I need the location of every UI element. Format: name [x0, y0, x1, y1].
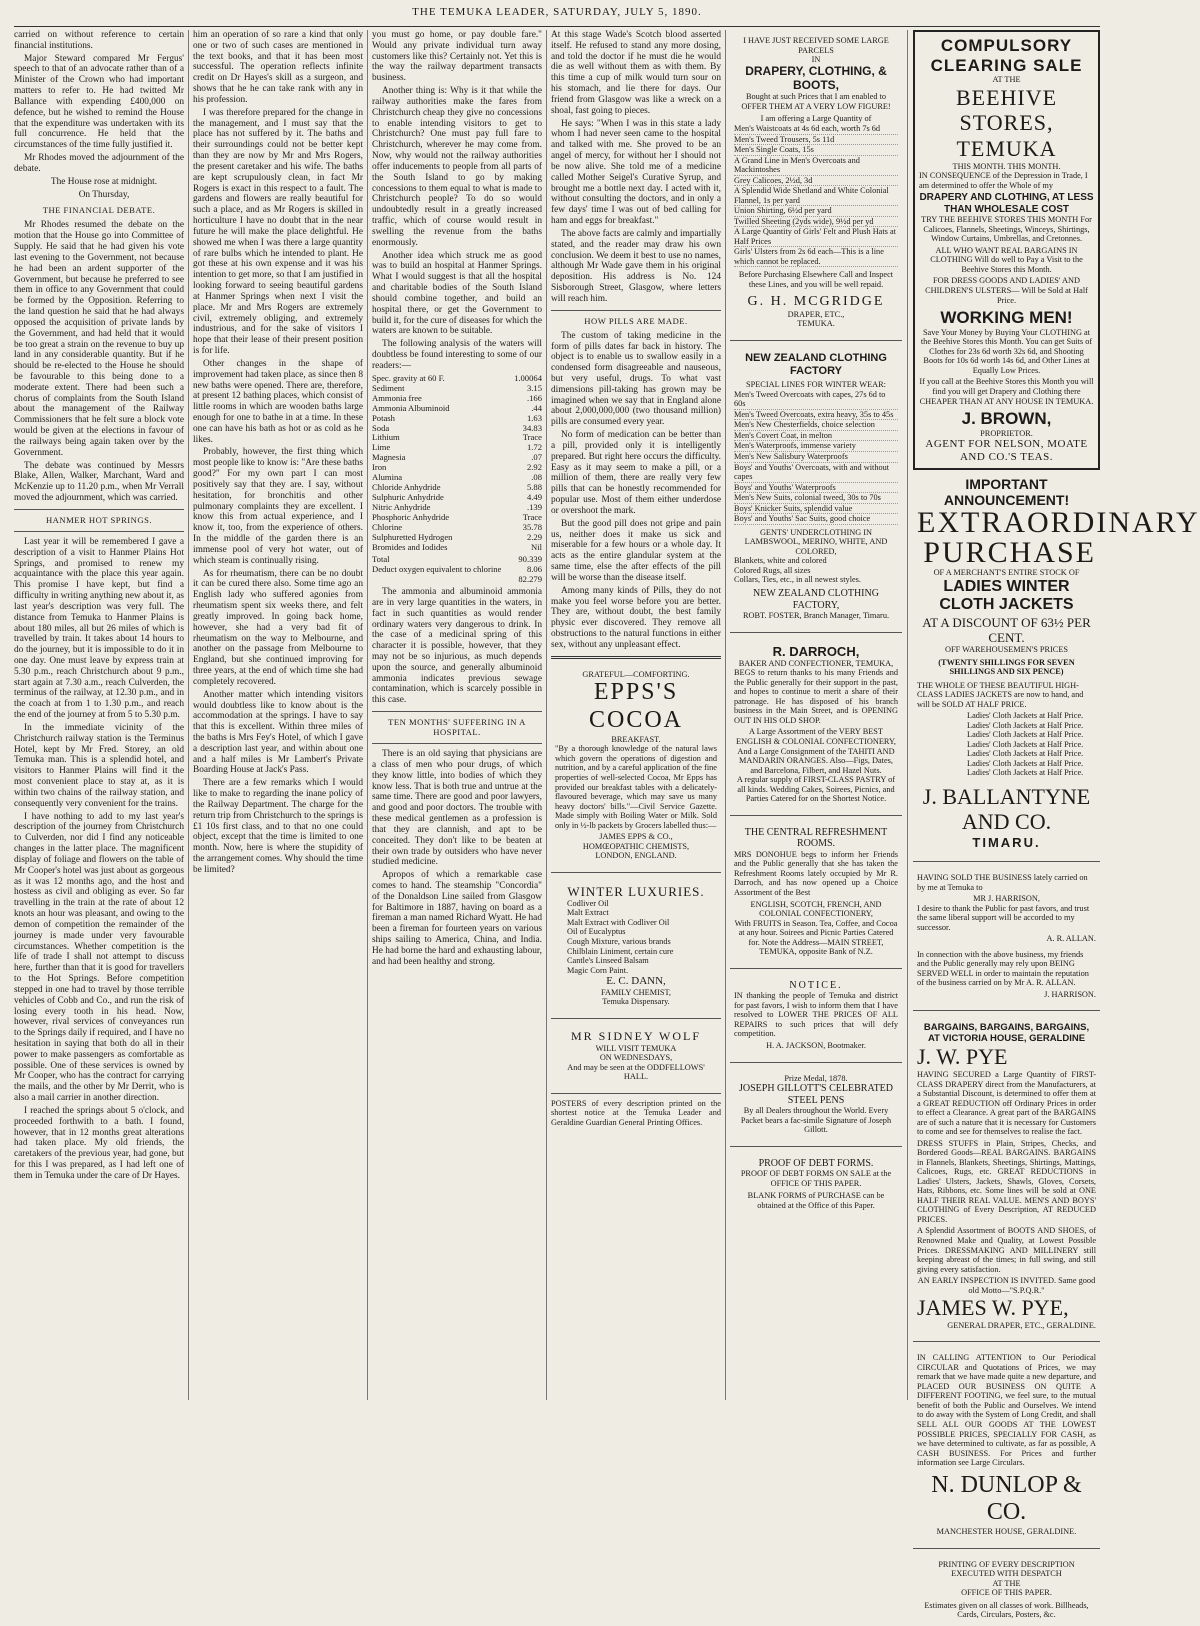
ad-line: GENTS' UNDERCLOTHING IN LAMBSWOOL, MERINO, WHITE, AND COLORED, — [744, 527, 888, 556]
ad-body: DRESS STUFFS in Plain, Stripes, Checks, and Bordered Goods—REAL BARGAINS. BARGAINS in Flannels, Blankets, Sheetings, Shirtings, Mattings, Calicoes, Rugs, etc. GREAT REDUCTIONS in Ladies' Ulsters, Jackets, Shawls, Gloves, Corsets, Hats, Ribbons, etc. Some lines will be sold at ONE HALF THEIR REAL VALUE. MEN'S AND BOYS' CLOTHING of Every Description, AT REDUCED PRICES. — [917, 1138, 1096, 1224]
ad-line: ALL WHO WANT REAL BARGAINS IN CLOTHING Will do well to Pay a Visit to the Beehive Stores this Month. — [930, 245, 1083, 274]
column-rule — [188, 30, 189, 1400]
divider — [730, 632, 902, 633]
ad-line: AT A DISCOUNT OF 63½ PER CENT. — [922, 614, 1091, 645]
divider — [730, 968, 902, 969]
divider — [913, 1548, 1100, 1549]
ballantyne-ad — [913, 470, 1200, 856]
table-row — [372, 414, 542, 424]
ad-body: BEGS to return thanks to his many Friends and the Public generally for their support in the past, and hopes to continue to merit a share of their patronage. He has disposed of his branch business in the Main Street, and is OPENING OUT IN HIS OLD SHOP. — [734, 668, 898, 725]
ad-body: THE WHOLE OF THESE BEAUTIFUL HIGH-CLASS LADIES JACKETS are now to hand, and will be SOLD AT HALF PRICE. — [917, 680, 1084, 709]
ad-line: BLANK FORMS of PURCHASE can be obtained at the Office of this Paper. — [747, 1191, 885, 1210]
section-heading: HOW PILLS ARE MADE. — [584, 315, 688, 326]
ad-firm-line: TEMUKA. — [797, 319, 835, 329]
total-label: Total — [372, 554, 390, 565]
divider — [730, 340, 902, 341]
table-cell-value: 1.00064 — [514, 372, 542, 383]
ad-title: R. DARROCH, — [772, 643, 860, 659]
column-6 — [913, 30, 1200, 1620]
column-rule — [367, 30, 368, 1400]
jackson-notice — [730, 974, 902, 1057]
paragraph: Another matter which intending visitors would doubtless like to know about is the accommodation at the springs. I have to say that this is excellent. Within three miles of the baths is Mrs Fey's Hotel, of which I gave a description last year, and within about one and a half miles is Mr Lambert's Private Boarding House at Jack's Pass. — [193, 689, 363, 776]
table-cell-label: Sediment — [372, 382, 405, 393]
net-value: 82.279 — [518, 574, 542, 585]
paragraph: Another thing is: Why is it that while the railway authorities make the fares from Christchurch cheap they give no concessions to enable intending visitors to get to Christchurch? One must pay full fare to Christchurch, wherever he may come from. Now, why would not the railway authorities offer inducements to people from all parts of the South Island to go by making concessions to them equal to what is made to Christchurch people? To do so would undoubtedly result in a greatly increased traffic, which of course would result in swelling the revenue from the baths enormously. — [372, 86, 542, 248]
ad-title: LADIES WINTER CLOTH JACKETS — [939, 577, 1074, 614]
list-item: Men's Waistcoats at 4s 6d each, worth 7s 6d — [734, 124, 898, 135]
list-item: Men's New Salisbury Waterproofs — [734, 452, 898, 463]
dunlop-ad — [913, 1347, 1100, 1543]
ad-firm: E. C. DANN, — [606, 975, 666, 988]
analysis-totals — [372, 555, 542, 585]
table-row — [372, 543, 542, 553]
list-item: Ladies' Cloth Jackets at Half Price. — [967, 739, 1084, 749]
ad-line: By all Dealers throughout the World. Every Packet bears a fac-simile Signature of Joseph Gillott. — [740, 1106, 892, 1135]
list-item: Men's New Chesterfields, choice selection — [734, 420, 898, 431]
ad-firm-line: GENERAL DRAPER, ETC., GERALDINE. — [947, 1320, 1096, 1330]
column-4 — [551, 30, 721, 1400]
ad-title: J. W. PYE — [917, 1044, 1008, 1070]
table-cell-value: Nil — [531, 542, 542, 553]
table-cell-label: Sulphuretted Hydrogen — [372, 532, 453, 543]
sidney-wolf-ad — [551, 1024, 721, 1088]
ad-line: Estimates given on all classes of work. Billheads, Cards, Circulars, Posters, &c. — [924, 1600, 1089, 1620]
ad-line: SPECIAL LINES FOR WINTER WEAR: — [746, 380, 886, 390]
paragraph: Other changes in the shape of improvement had taken place, as since then 8 new baths were opened. There are, therefore, at present 12 bathing places, which consist of little rooms in which are wooden baths large enough for one to bathe in at a time. In these one can have his bath as hot or as cold as he likes. — [193, 358, 363, 445]
divider — [14, 509, 184, 510]
paragraph: The above facts are calmly and impartially stated, and the reader may draw his own conclusion. We deem it best to use no names, although Mr Wade gave them in his original deposition. His address is No. 124 Sisborough Street, Glasgow, where letters will reach him. — [551, 228, 721, 304]
ad-title: BEEHIVE STORES, TEMUKA — [955, 84, 1058, 161]
ad-title: BARGAINS, BARGAINS, BARGAINS, AT VICTORIA HOUSE, GERALDINE — [923, 1022, 1090, 1045]
ad-line: Colored Rugs, all sizes — [734, 565, 811, 575]
paragraph: I reached the springs about 5 o'clock, and proceeded forthwith to a bath. I found, however, that in 12 months great alterations had taken place. My old friends, the caretakers of the previous year, had gone, but for this I was prepared, as I had left one of them in Temuka under the care of Dr Hayes. — [14, 1105, 184, 1181]
table-cell-value: 2.29 — [526, 532, 542, 543]
ad-firm-line: MANCHESTER HOUSE, GERALDINE. — [936, 1527, 1077, 1537]
ad-title: MR SIDNEY WOLF — [570, 1028, 701, 1043]
ad-line: If you call at the Beehive Stores this Month you will find you will get Drapery and Clothing there CHEAPER THAN AT ANY HOUSE IN TEMUKA. — [919, 377, 1094, 406]
ad-heading: GRATEFUL—COMFORTING. — [582, 669, 690, 679]
table-cell-value: 5.88 — [526, 482, 542, 493]
epps-cocoa-ad — [551, 664, 721, 867]
paragraph: No form of medication can be better than a pill, provided only it is intelligently prepared. But right here occurs the difficulty. Easy as it may seem to make a pill, or a million of them, there are really very few pills that can be honestly recommended for popular use. Most of them either underdose or overshoot the mark. — [551, 430, 721, 516]
ad-firm-line: ROBT. FOSTER, Branch Manager, Timaru. — [742, 611, 890, 621]
ad-body: IN CONSEQUENCE of the Depression in Trade, I am determined to offer the Whole of my — [919, 171, 1088, 190]
ad-line: A Large Assortment of the VERY BEST ENGLISH & COLONIAL CONFECTIONERY, — [736, 727, 896, 746]
list-item: Ladies' Cloth Jackets at Half Price. — [967, 730, 1084, 740]
ad-line: (TWENTY SHILLINGS FOR SEVEN SHILLINGS AND SIX PENCE) — [938, 657, 1075, 677]
ad-line: I am offering a Large Quantity of — [760, 114, 872, 124]
table-cell-value: 3.15 — [526, 382, 542, 393]
table-cell-value: 1.63 — [526, 412, 542, 423]
business-transfer-notice — [913, 867, 1100, 1005]
paragraph: There is an old saying that physicians are a class of men who pour drugs, of which they know little, into bodies of which they know less. That is both true and untrue at the same time. There are good and poor lawyers, and good and poor doctors. The trouble with these medical gentlemen as a profession is that they are clannish, and apt to be conceited. They don't like to be beaten at their own trade by outsiders who have never studied medicine. — [372, 749, 542, 868]
list-item: Magic Corn Paint. — [567, 965, 629, 975]
list-item: Boys' Knicker Suits, splendid value — [734, 504, 898, 515]
table-cell-label: Lime — [372, 442, 391, 453]
ad-line: IN — [811, 55, 821, 65]
ad-line: And may be seen at the ODDFELLOWS' HALL. — [567, 1062, 705, 1082]
ad-body: A Splendid Assortment of BOOTS AND SHOES, of Renowned Make and Quality, at Lowest Possible Prices. DRESSMAKING AND MILLINERY still keeping abreast of the times; in full swing, and still giving every satisfaction. — [917, 1226, 1096, 1274]
ad-line: MR J. HARRISON, — [973, 894, 1040, 904]
list-item: Men's Tweed Trousers, 5s 11d — [734, 135, 898, 146]
ad-title: JOSEPH GILLOTT'S CELEBRATED STEEL PENS — [738, 1083, 894, 1106]
divider — [372, 711, 542, 712]
paragraph: I was therefore prepared for the change in the management, and I must say that the place has not suffered by it. The baths and their surroundings could not be better kept than they are now by Mr and Mrs Rogers, the present caretaker and his wife. The baths are kept scrupulously clean, in fact Mr Rogers is exact in this respect to a fault. The gardens and flowers are really beautiful for such a place, and as Mr Rogers is skilled in horticulture I have no doubt that in the near future he will make the place delightful. He showed me when I was there a large quantity of rare bulbs which he intended to plant. He got these at his own expense and it was his intention to get more, so that I am justified in looking forward to seeing beautiful gardens at Hanmer Springs when next I visit the place. Mr and Mrs Rogers are extremely civil, extremely obliging, and extremely industrious, and for the sake of visitors I hope that their lease of their present position is for life. — [193, 107, 363, 357]
column-rule — [725, 30, 726, 1400]
list-item: Ladies' Cloth Jackets at Half Price. — [967, 768, 1084, 778]
deduct-value: 8.06 — [526, 564, 542, 575]
table-cell-value: .139 — [526, 502, 542, 513]
ad-line: With FRUITS in Season. Tea, Coffee, and Cocoa at any hour. Soirees and Picnic Parties Catered for. Note the Address—MAIN STREET, TEMUKA, opposite Bank of N.Z. — [734, 918, 898, 957]
ad-line: WILL VISIT TEMUKA — [595, 1043, 677, 1053]
table-cell-label: Alumina — [372, 472, 403, 483]
debt-forms-ad — [730, 1152, 902, 1217]
ad-title: WINTER LUXURIES. — [567, 883, 705, 899]
table-cell-value: .44 — [531, 402, 542, 413]
table-cell-value: 2.92 — [526, 462, 542, 473]
divider — [372, 743, 542, 744]
table-row — [372, 565, 542, 575]
divider — [730, 815, 902, 816]
paragraph: In the immediate vicinity of the Christchurch railway station is the Terminus Hotel, kept by Mr Fred. Storey, an old Temuka man. This is a splendid hotel, and visitors to Hanmer Plains will find it the most convenient place to stay at, as it is within two chains of the railway station, and consequently very convenient for the trains. — [14, 722, 184, 809]
list-item: Boys' and Youths' Overcoats, with and without capes — [734, 463, 898, 483]
table-cell-label: Nitric Anhydride — [372, 502, 431, 513]
ad-firm: H. A. JACKSON, Bootmaker. — [766, 1040, 866, 1050]
list-item: Malt Extract with Codliver Oil — [567, 917, 670, 927]
analysis-table — [372, 374, 542, 553]
list-item: Men's Waterproofs, immense variety — [734, 441, 898, 452]
table-cell-label: Potash — [372, 412, 395, 423]
paragraph: At this stage Wade's Scotch blood asserted itself. He refused to stand any more dosing, and told the doctor if he must die he would die as well without them as with them. By this time a cup of milk would turn sour on his stomach, and lie there for days. Our friend from Glasgow was like a wreck on a shoal, fast going to pieces. — [551, 30, 721, 116]
ad-line: THIS MONTH. THIS MONTH. — [952, 161, 1061, 171]
table-cell-label: Ammonia Albuminoid — [372, 402, 450, 413]
list-item: Cantle's Linseed Balsam — [567, 956, 649, 966]
table-cell-value: 4.49 — [526, 492, 542, 503]
table-cell-label: Lithium — [372, 432, 400, 443]
table-cell-label: Magnesia — [372, 452, 406, 463]
list-item: Chilblain Liniment, certain cure — [567, 946, 674, 956]
list-item: Men's Tweed Overcoats, extra heavy, 35s to 45s — [734, 410, 898, 421]
table-cell-value: .07 — [531, 452, 542, 463]
ad-firm-line: FAMILY CHEMIST, — [600, 987, 671, 997]
ad-line: AT THE — [992, 75, 1021, 85]
ad-firm: J. BALLANTYNE AND CO. — [922, 783, 1091, 835]
table-cell-value: Trace — [522, 432, 542, 443]
list-item: Ladies' Cloth Jackets at Half Price. — [967, 720, 1084, 730]
table-cell-value: 34.83 — [522, 422, 542, 433]
ad-line: FOR DRESS GOODS AND LADIES' AND CHILDREN'S ULSTERS— Will be Sold at Half Price. — [925, 276, 1088, 305]
ad-item-list — [555, 899, 717, 975]
posters-notice: POSTERS of every description printed on the shortest notice at the Temuka Leader and Geraldine Guardian General Printing Offices. — [551, 1098, 721, 1128]
table-cell-label: Chloride Anhydride — [372, 482, 441, 493]
ad-line: PROOF OF DEBT FORMS ON SALE at the OFFICE OF THIS PAPER. — [740, 1169, 892, 1188]
ad-line: OFFICE OF THIS PAPER. — [961, 1588, 1052, 1598]
masthead — [14, 6, 1100, 27]
table-cell-label: Spec. gravity at 60 F. — [372, 372, 445, 383]
ad-firm-line: DRAPER, ETC., — [787, 309, 845, 319]
table-cell-label: Chlorine — [372, 522, 403, 533]
ad-firm-line: TIMARU. — [972, 834, 1041, 850]
paragraph: He says: "When I was in this state a lady whom I had never seen came to the hospital and talked with me. She proved to be an angel of mercy, for without her I should not be now alive. She told me of a medicine called Mother Seigel's Curative Syrup, and brought me a bottle next day. I acted with it, without consulting the doctors, and in only a few days' time I was out of bed calling for ham and eggs for breakfast." — [551, 118, 721, 227]
ad-firm-line: Temuka Dispensary. — [602, 997, 670, 1007]
ad-item-list — [734, 124, 898, 267]
paragraph: There are a few remarks which I would like to make to regarding the inane policy of the Railway Department. The charge for the return trip from Christchurch to the springs is £1 10s first class, and to that no one could object, except that the time is limited to one month. Now, here is where the stupidity of the arrangement comes. Why should the time be limited? — [193, 778, 363, 875]
list-item: Girls' Ulsters from 2s 6d each—This is a line which cannot be replaced. — [734, 247, 898, 267]
paragraph: Among many kinds of Pills, they do not make you feel worse before you are better. They are, without doubt, the best family physic ever discovered. They remove all obstructions to the natural functions in either sex, without any unpleasant effect. — [551, 585, 721, 650]
total-value: 90.339 — [518, 554, 542, 565]
ad-body: In connection with the above business, my friends and the Public generally may rely upon BEING SERVED WELL in order to maintain the reputation of the business carried on by Mr A. R. ALLAN. — [917, 949, 1089, 988]
list-item: Men's Covert Coat, in melton — [734, 431, 898, 442]
ad-title: IMPORTANT ANNOUNCEMENT! — [943, 475, 1070, 509]
table-cell-value: .08 — [531, 472, 542, 483]
table-row — [372, 453, 542, 463]
divider — [730, 1062, 902, 1063]
divider — [913, 1010, 1100, 1011]
refreshment-rooms-ad — [730, 821, 902, 963]
paragraph: Last year it will be remembered I gave a description of a visit to Hanmer Plains Hot Springs, and promised to renew my acquaintance with the place this year again. This promise I have kept, but find a difficulty in writing anything new about it, as last year's description was very full. The distance from Temuka to Hanmer Plains is about 180 miles, all but 26 miles of which is travelled by train. It takes about 14 hours to do the journey, but it is impossible to do it in one day. One must leave by express train at 5.30 p.m., reach Christchurch about 9 p.m., start again at 7.30 a.m., reach Culverden, the terminus of the railway, at 12.30 p.m., and in the coach at from 1 to 1.30 p.m., and reach the end of the journey at from 5 to 5.30 p.m. — [14, 536, 184, 721]
section-heading: THE FINANCIAL DEBATE. — [42, 205, 156, 216]
divider — [913, 1341, 1100, 1342]
ad-line: AN EARLY INSPECTION IS INVITED. Same good old Motto—"S.P.Q.R." — [917, 1276, 1096, 1295]
paragraph: On Thursday, — [78, 189, 130, 200]
column-3 — [372, 30, 542, 1400]
list-item: Oil of Eucalyptus — [567, 927, 626, 937]
table-cell-label: Iron — [372, 462, 387, 473]
paragraph: The ammonia and albuminoid ammonia are in very large quantities in the waters, in fact in such quantities as would render ordinary waters very dangerous to drink. In the case of a medicinal spring of this character it is possible, however, that they may not be so injurious, as much depends upon the source, and generally albuminoid ammonia indicates previous sewage contamination, which is scarcely possible in this case. — [372, 587, 542, 706]
paragraph: The debate was continued by Messrs Blake, Allen, Walker, Marchant, Ward and McKenzie up to 11.20 p.m., when Mr Verrall moved the adjournment, which was carried. — [14, 460, 184, 504]
ad-item-list — [734, 390, 898, 525]
ad-line: A regular supply of FIRST-CLASS PASTRY of all kinds. Wedding Cakes, Soirees, Picnics, and Parties Catered for on the Shortest Notice. — [736, 775, 896, 804]
ad-firm: J. BROWN, — [961, 409, 1052, 429]
ad-line: OFF WAREHOUSEMEN'S PRICES — [944, 645, 1069, 655]
list-item: A Grand Line in Men's Overcoats and Mackintoshes — [734, 156, 898, 176]
ad-line: Before Purchasing Elsewhere Call and Inspect these Lines, and you will be well repaid. — [738, 270, 894, 289]
ad-firm: NEW ZEALAND CLOTHING FACTORY, — [753, 587, 879, 611]
ad-firm: G. H. MCGRIDGE — [747, 293, 885, 309]
divider — [14, 531, 184, 532]
ad-title: EXTRAORDINARY — [917, 506, 1200, 540]
table-cell-value: .166 — [526, 392, 542, 403]
ad-signature: J. HARRISON. — [1044, 989, 1096, 999]
victoria-house-ad — [913, 1016, 1100, 1336]
table-cell-label: Soda — [372, 422, 390, 433]
paragraph: As for rheumatism, there can be no doubt it can be cured there also. Some time ago an English lady who suffered agonies from rheumatism spent six weeks there, and felt greatly improved. In going back home, however, she had a very bad fit of rheumatism on the way to Melbourne, and another on the passage from Melbourne to England, but she continued improving for three years, at the end of which time she had completely recovered. — [193, 568, 363, 687]
winter-luxuries-ad — [551, 878, 721, 1013]
ad-title: WORKING MEN! — [940, 308, 1073, 328]
paragraph: Probably, however, the first thing which most people like to know is: "Are these baths good?" For my own part I can most positively say that they are. I say, without hesitation, for bronchitis and other pulmonary complaints they are excellent. I know this from actual experience, and I know it, too, from the experience of others. In the middle of the garden there is an immense pool of very hot water, out of which steam is continually rising. — [193, 447, 363, 566]
darroch-ad — [730, 638, 902, 810]
ad-title: PURCHASE — [923, 536, 1096, 570]
ad-line: Save Your Money by Buying Your CLOTHING at the Beehive Stores this Month. You can get Suits of Clothes for 23s 6d worth 32s 6d, and Shooting Boots for 10s 6d worth 14s 6d, and Other Lines at Equally Low Prices. — [920, 327, 1093, 375]
list-item: Union Shirting, 6½d per yard — [734, 206, 898, 217]
ad-title: COMPULSORY CLEARING SALE — [930, 36, 1083, 75]
ad-body: HAVING SOLD THE BUSINESS lately carried on by me at Temuka to — [917, 873, 1088, 892]
ad-firm-line: PROPRIETOR. — [980, 428, 1033, 438]
clothing-factory-ad — [730, 346, 902, 627]
table-cell-label: Bromides and Iodides — [372, 542, 448, 553]
ad-firm-line: LONDON, ENGLAND. — [595, 851, 677, 861]
table-cell-label: Phosphoric Anhydride — [372, 512, 450, 523]
ad-title: NEW ZEALAND CLOTHING FACTORY — [745, 351, 887, 377]
table-row — [372, 575, 542, 585]
column-rule — [907, 30, 908, 1400]
ad-body: HAVING SECURED a Large Quantity of FIRST-CLASS DRAPERY direct from the Manufacturers, at a Substantial Discount, is determined to offer them at a GREAT REDUCTION off Ordinary Prices in order to effect a Clearance. A great part of the BARGAINS are of such a nature that it is necessary for Customers to come and see for themselves to realise the fact. — [917, 1069, 1096, 1137]
paragraph: The custom of taking medicine in the form of pills dates far back in history. The object is to enable us to swallow easily in a condensed form disagreeable and nauseous, but very useful, drugs. To what vast dimensions pill-taking has grown may be imagined when we say that in England alone about 2,000,000,000 (two thousand million) pills are consumed every year. — [551, 330, 721, 428]
ad-line: OF A MERCHANT'S ENTIRE STOCK OF — [933, 568, 1080, 578]
ad-title: PROOF OF DEBT FORMS. — [758, 1157, 874, 1169]
paragraph: carried on without reference to certain financial institutions. — [14, 30, 184, 51]
ad-signature: A. R. ALLAN. — [1046, 934, 1096, 944]
table-cell-label: Sulphuric Anhydride — [372, 492, 444, 503]
list-item: Ladies' Cloth Jackets at Half Price. — [967, 749, 1084, 759]
divider — [551, 872, 721, 873]
paragraph: Mr Rhodes resumed the debate on the motion that the House go into Committee of Supply. He said that he had given his vote last evening to the Government, not because he had been an ardent supporter of the Government, but because he preferred to see them in office to any Government that could be formed by the Opposition. Referring to the land question he said that he had always opposed the acquisition of private lands by the Government, and had held that it would be too great a strain on the revenue to buy up land in any considerable quantity. But if he should be re-elected to the House he should be favourable to this being done to a moderate extent. There had been such a chorus of complaints from the South Island about the management of the Railway Commissioners that he felt sure a block vote would be given at the elections in favour of the railways being again taken over by the Government. — [14, 220, 184, 458]
ad-firm: JAMES W. PYE, — [917, 1295, 1069, 1321]
table-cell-value: Trace — [522, 512, 542, 523]
table-row — [372, 404, 542, 414]
ad-title: DRAPERY, CLOTHING, & BOOTS, — [745, 63, 887, 92]
ad-body: MRS DONOHUE begs to inform her Friends and the Public generally that she has taken the Refreshment Rooms lately occupied by Mr R. Darroch, and has now opened up a Choice Assortment of the Best — [734, 849, 898, 897]
ad-line: Blankets, white and colored — [734, 556, 827, 566]
paragraph: you must go home, or pay double fare." Would any private individual turn away customers like this? Certainly not. Yet this is the way the railway department transacts business. — [372, 30, 542, 84]
ad-firm-line: AGENT FOR NELSON, MOATE AND CO.'S TEAS. — [925, 438, 1088, 464]
divider — [913, 861, 1100, 862]
section-heading: TEN MONTHS' SUFFERING IN A HOSPITAL. — [388, 717, 526, 738]
column-2 — [193, 30, 363, 1400]
deduct-label: Deduct oxygen equivalent to chlorine — [372, 564, 502, 575]
gillott-ad — [730, 1068, 902, 1141]
table-cell-label: Ammonia free — [372, 392, 422, 403]
paragraph: Major Steward compared Mr Fergus' speech to that of an advocate rather than of a Minister of the Crown who had important matters to refer to. He had twitted Mr Ballance with expending £400,000 on defence, but he wished to remind the House that the expenditure was undertaken with its full concurrence. He held that the circumstances of the time fully justified it. — [14, 53, 184, 151]
ad-title: THE CENTRAL REFRESHMENT ROOMS. — [744, 826, 888, 850]
paragraph: Mr Rhodes moved the adjournment of the debate. — [14, 153, 184, 174]
printing-ad — [913, 1554, 1100, 1626]
beehive-stores-ad — [913, 30, 1100, 470]
paragraph: Apropos of which a remarkable case comes to hand. The steamship "Concordia" of the Donaldson Line sailed from Glasgow for Baltimore in 1887, having on board as a fireman a man named Richard Wyatt. He had been a fireman for fourteen years on various ships sailing to America, China, and India. He had borne the hard and exhausting labour, and had been healthy and strong. — [372, 870, 542, 967]
paragraph: I have nothing to add to my last year's description of the journey from Christchurch to Culverden, nor did I find any noticeable changes in the latter place. The magnificent display of foliage and flowers on the table of Mr Cooper's hotel was just about as gorgeous as it was 12 months ago, and the host and hostess as civil and obliging as ever. So far travelling in the train at the rate of about 12 knots an hour was pleasant, and owing to the demon of competition the remainder of the journey is made under very favourable circumstances. Whether competition is the life of trade I shall not attempt to discuss here, further than that it is good for travellers to the Hot Springs. Before competition stepped in one had to travel by those terrible vehicles of Cobb and Co., and run the risk of losing every tooth in his head. Now, however, rival services of conveyances run to the Springs daily if required, and I have no hesitation in saying that both do all in their power to make passengers as comfortable as possible. One of these services is owned by Mr Cooper, who has the contract for carrying the mails, and the other by Mr Derrit, who is also a mail carrier in another direction. — [14, 811, 184, 1104]
column-rule — [546, 30, 547, 1400]
divider — [551, 1093, 721, 1094]
list-item: Men's Tweed Overcoats with capes, 27s 6d to 60s — [734, 390, 898, 410]
column-1 — [14, 30, 184, 1400]
paragraph: him an operation of so rare a kind that only one or two of such cases are mentioned in the text books, and that it has been most successful. The operation reflects infinite credit on Dr Hayes's skill as a surgeon, and shows that he he can take rank with any in his profession. — [193, 30, 363, 105]
list-item: Twilled Sheeting (2yds wide), 9½d per yd — [734, 217, 898, 228]
ad-line: Prize Medal, 1878. — [784, 1073, 848, 1083]
list-item: Men's New Suits, colonial tweed, 30s to 70s — [734, 493, 898, 504]
ad-line: Collars, Ties, etc., in all newest styles. — [734, 575, 861, 585]
divider — [730, 1146, 902, 1147]
ad-item-list — [917, 711, 1096, 778]
list-item: Malt Extract — [567, 908, 609, 918]
ad-body: I desire to thank the Public for past favors, and trust the same liberal support will be accorded to my successor. — [917, 903, 1090, 932]
divider — [551, 656, 721, 659]
list-item: Men's Single Coats, 15s — [734, 145, 898, 156]
ad-body: IN CALLING ATTENTION to Our Periodical CIRCULAR and Quotations of Prices, we may remark that we have made quite a new departure, and PLACED OUR BUSINESS ON QUITE A DIFFERENT FOOTING, we feel sure, to the mutual benefit of both the Public and Ourselves. We intend to do away with the System of Long Credit, and shall SELL ALL OUR GOODS AT THE LOWEST POSSIBLE PRICES, SPECIALLY FOR CASH, as we have determined to cultivate, as far as possible, A CASH BUSINESS. For Prices and further information see Large Circulars. — [917, 1353, 1096, 1468]
ad-body: IN thanking the people of Temuka and district for past favors, I wish to inform them that I have resolved to LOWER THE PRICES OF ALL REPAIRS to such prices that will defy competition. — [734, 991, 898, 1039]
ad-line: TRY THE BEEHIVE STORES THIS MONTH For Calicoes, Flannels, Sheetings, Winceys, Shirtings, Window Curtains, Umbrellas, and Cretonnes. — [921, 215, 1092, 244]
ad-line: Bought at such Prices that I am enabled to OFFER THEM AT A VERY LOW FIGURE! — [741, 92, 891, 111]
list-item: Ladies' Cloth Jackets at Half Price. — [967, 711, 1084, 721]
paragraph: The House rose at midnight. — [50, 176, 158, 187]
list-item: Grey Calicoes, 2½d, 3d — [734, 176, 898, 187]
ad-line: I HAVE JUST RECEIVED SOME LARGE PARCELS — [743, 36, 889, 55]
paragraph: The following analysis of the waters will doubtless be found interesting to some of our readers:— — [372, 339, 542, 371]
list-item: Codliver Oil — [567, 898, 609, 908]
masthead-title: THE TEMUKA LEADER, SATURDAY, JULY 5, 1890. — [412, 6, 702, 18]
ad-line: BAKER AND CONFECTIONER, TEMUKA, — [738, 658, 894, 668]
table-row — [372, 433, 542, 443]
ad-line: ON WEDNESDAYS, — [599, 1053, 673, 1063]
list-item: Boys' and Youths' Waterproofs — [734, 483, 898, 494]
list-item: Cough Mixture, various brands — [567, 936, 671, 946]
list-item: A Splendid Wide Shetland and White Colonial Flannel, 1s per yard — [734, 186, 898, 206]
ad-subtitle: BREAKFAST. — [611, 734, 661, 744]
ad-line: DRAPERY AND CLOTHING, AT LESS THAN WHOLESALE COST — [919, 192, 1094, 215]
ad-body: "By a thorough knowledge of the natural laws which govern the operations of digestion and nutrition, and by a careful application of the fine properties of well-selected Cocoa, Mr Epps has provided our breakfast tables with a delicately-flavoured beverage, which may save us many heavy doctors' bills."—Civil Service Gazette. Made simply with Boiling Water or Milk. Sold only in ½-lb packets by Grocers labelled thus:— — [555, 744, 717, 830]
paragraph: But the good pill does not gripe and pain us, neither does it make us sick and miserable for a few hours or a whole day. It acts as the entire glandular system at the same time, else the after effects of the pill will be worse than the disease itself. — [551, 518, 721, 583]
list-item: A Large Quantity of Girls' Felt and Plush Hats at Half Prices — [734, 227, 898, 247]
list-item: Boys' and Youths' Sac Suits, good choice — [734, 514, 898, 525]
divider — [551, 1018, 721, 1019]
section-heading: HANMER HOT SPRINGS. — [45, 514, 153, 525]
ad-title: NOTICE. — [789, 979, 843, 991]
ad-firm-line: HOMŒOPATHIC CHEMISTS, — [582, 841, 690, 851]
table-cell-value: 35.78 — [522, 522, 542, 533]
ad-firm: JAMES EPPS & CO., — [599, 832, 673, 842]
ad-line: AT THE — [992, 1578, 1021, 1588]
ad-line: And a Large Consignment of the TAHITI AND MANDARIN ORANGES. Also—Figs, Dates, and Barcelona, Filbert, and Hazel Nuts. — [737, 746, 895, 775]
list-item: Ladies' Cloth Jackets at Half Price. — [967, 758, 1084, 768]
column-5 — [730, 30, 902, 1400]
ad-firm: N. DUNLOP & CO. — [931, 1471, 1082, 1526]
table-cell-value: 1.72 — [526, 442, 542, 453]
paragraph: Another idea which struck me as good was to build an hospital at Hanmer Springs. What I would suggest is that all the hospital and charitable bodies of the South Island should combine together, and build an hospital there, or get the Government to build it, for the cure of diseases for which the waters are known to be suitable. — [372, 250, 542, 337]
ad-title: EPPS'S COCOA — [588, 679, 683, 734]
divider — [551, 310, 721, 311]
mcgridge-ad — [730, 30, 902, 335]
ad-line: ENGLISH, SCOTCH, FRENCH, AND COLONIAL CONFECTIONERY, — [750, 899, 882, 919]
ad-title: PRINTING OF EVERY DESCRIPTION EXECUTED WITH DESPATCH — [938, 1559, 1075, 1579]
